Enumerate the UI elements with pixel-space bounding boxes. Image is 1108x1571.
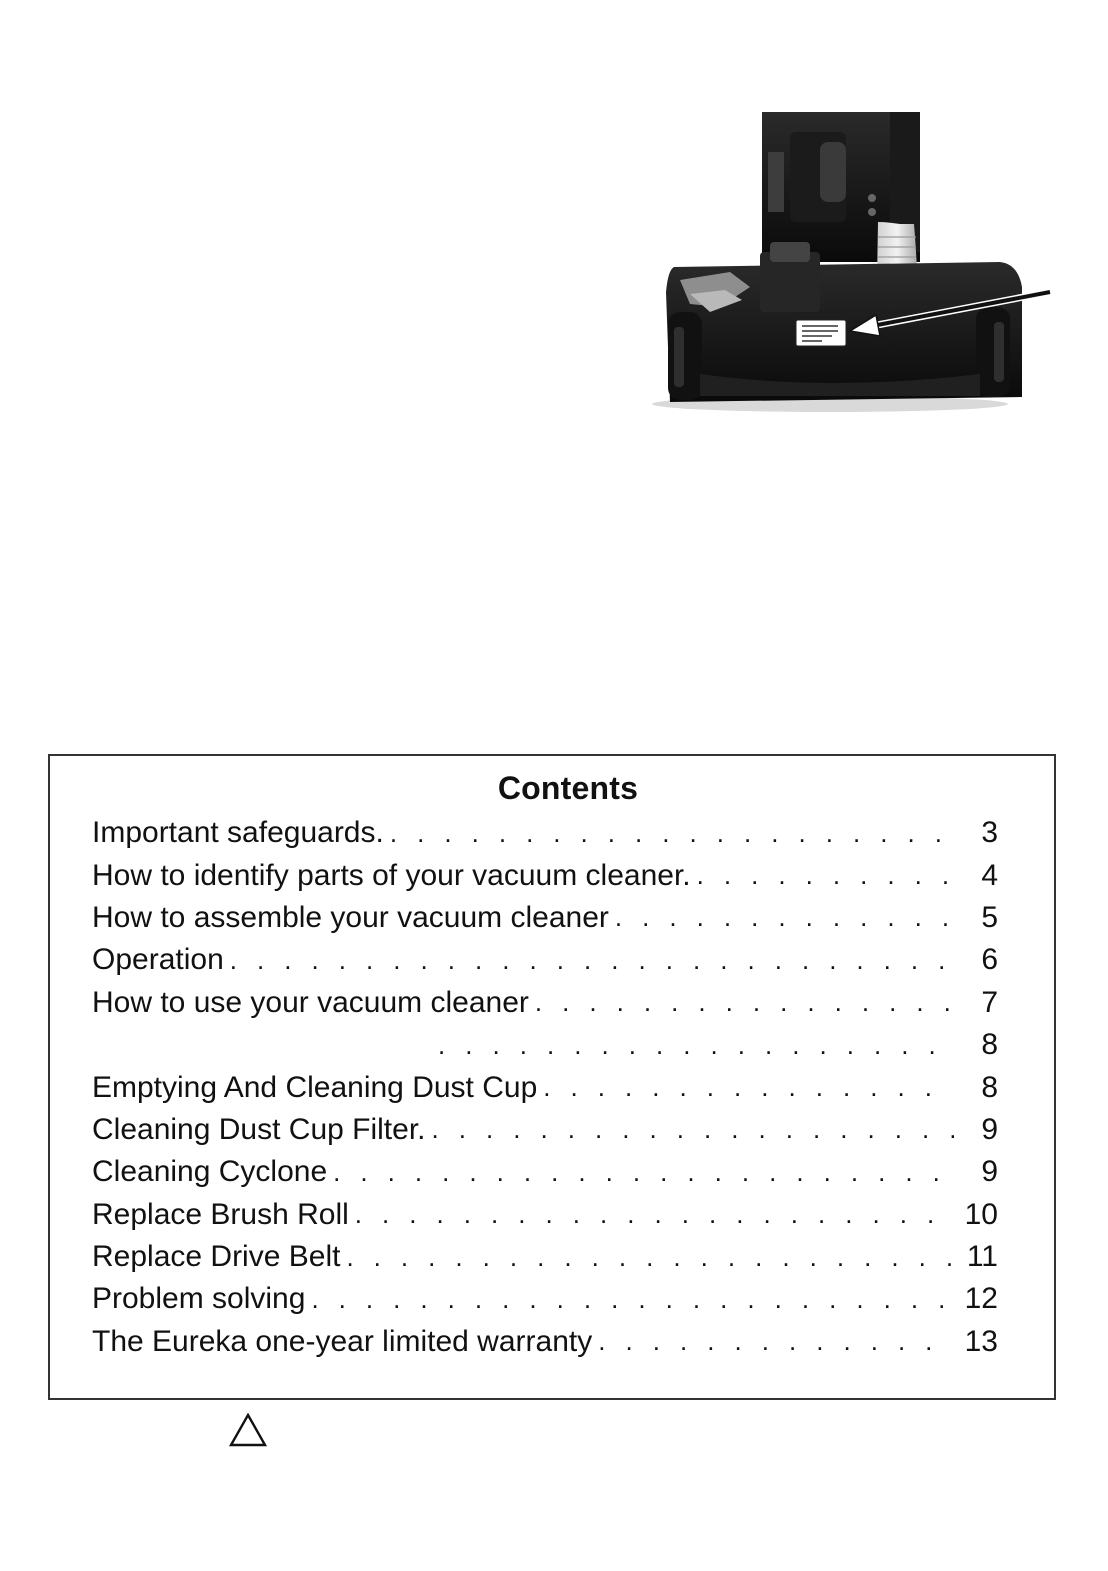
toc-item-page: 4 (981, 858, 998, 892)
toc-item-page: 9 (981, 1155, 998, 1189)
toc-item-label: Replace Brush Roll (92, 1197, 349, 1231)
toc-item-label: The Eureka one-year limited warranty (92, 1324, 593, 1358)
dot-leader (355, 1199, 954, 1230)
table-of-contents (92, 812, 998, 1363)
toc-item-page: 11 (966, 1240, 998, 1274)
warning-triangle-icon (228, 1412, 268, 1448)
dot-leader (390, 818, 954, 849)
vacuum-product-image (650, 112, 1060, 417)
toc-item-warranty[interactable] (92, 1321, 998, 1363)
toc-item-page: 5 (981, 900, 998, 934)
toc-item-label: Cleaning Dust Cup Filter. (92, 1112, 426, 1146)
contents-title: Contents (497, 770, 639, 806)
toc-item-page: 8 (981, 1070, 998, 1104)
toc-item-page: 12 (964, 1282, 998, 1316)
toc-item-emptying-dust-cup[interactable] (92, 1066, 998, 1108)
dot-leader (543, 1072, 954, 1103)
dot-leader (311, 1284, 954, 1315)
contents-box (48, 754, 1056, 1400)
dot-leader (697, 860, 954, 891)
toc-item-problem-solving[interactable] (92, 1278, 998, 1320)
dot-leader (432, 1114, 955, 1145)
toc-item-page: 3 (981, 816, 998, 850)
toc-item-page: 6 (981, 943, 998, 977)
toc-item-how-to-use[interactable] (92, 982, 998, 1024)
toc-item-page: 9 (981, 1112, 998, 1146)
toc-item-label: Replace Drive Belt (92, 1240, 341, 1274)
dot-leader (333, 1157, 954, 1188)
dot-leader (598, 1326, 954, 1357)
toc-item-label: How to identify parts of your vacuum cleaner. (92, 858, 691, 892)
toc-item-assemble[interactable] (92, 897, 998, 939)
toc-item-cleaning-cyclone[interactable] (92, 1151, 998, 1193)
dot-leader (230, 945, 954, 976)
toc-item-label: How to use your vacuum cleaner (92, 985, 529, 1019)
toc-item-label: Problem solving (92, 1282, 306, 1316)
toc-item-dust-cup-filter[interactable] (92, 1109, 998, 1151)
toc-item-label: How to assemble your vacuum cleaner (92, 900, 609, 934)
toc-item-identify-parts[interactable] (92, 854, 998, 896)
toc-item-page: 8 (981, 1028, 998, 1062)
toc-item-page: 13 (964, 1324, 998, 1358)
toc-item-label: Emptying And Cleaning Dust Cup (92, 1070, 538, 1104)
toc-item-replace-drive-belt[interactable] (92, 1236, 998, 1278)
toc-item-page: 7 (981, 985, 998, 1019)
toc-item-label: Cleaning Cyclone (92, 1155, 328, 1189)
toc-item-unlabeled[interactable] (92, 1024, 998, 1066)
toc-item-replace-brush-roll[interactable] (92, 1194, 998, 1236)
toc-item-page: 10 (964, 1197, 998, 1231)
toc-item-important-safeguards[interactable] (92, 812, 998, 854)
dot-leader (535, 987, 954, 1018)
dot-leader (615, 902, 954, 933)
toc-item-label: Important safeguards. (92, 816, 384, 850)
toc-item-operation[interactable] (92, 939, 998, 981)
toc-item-label: Operation (92, 943, 224, 977)
dot-leader (438, 1030, 954, 1061)
dot-leader (346, 1242, 954, 1273)
